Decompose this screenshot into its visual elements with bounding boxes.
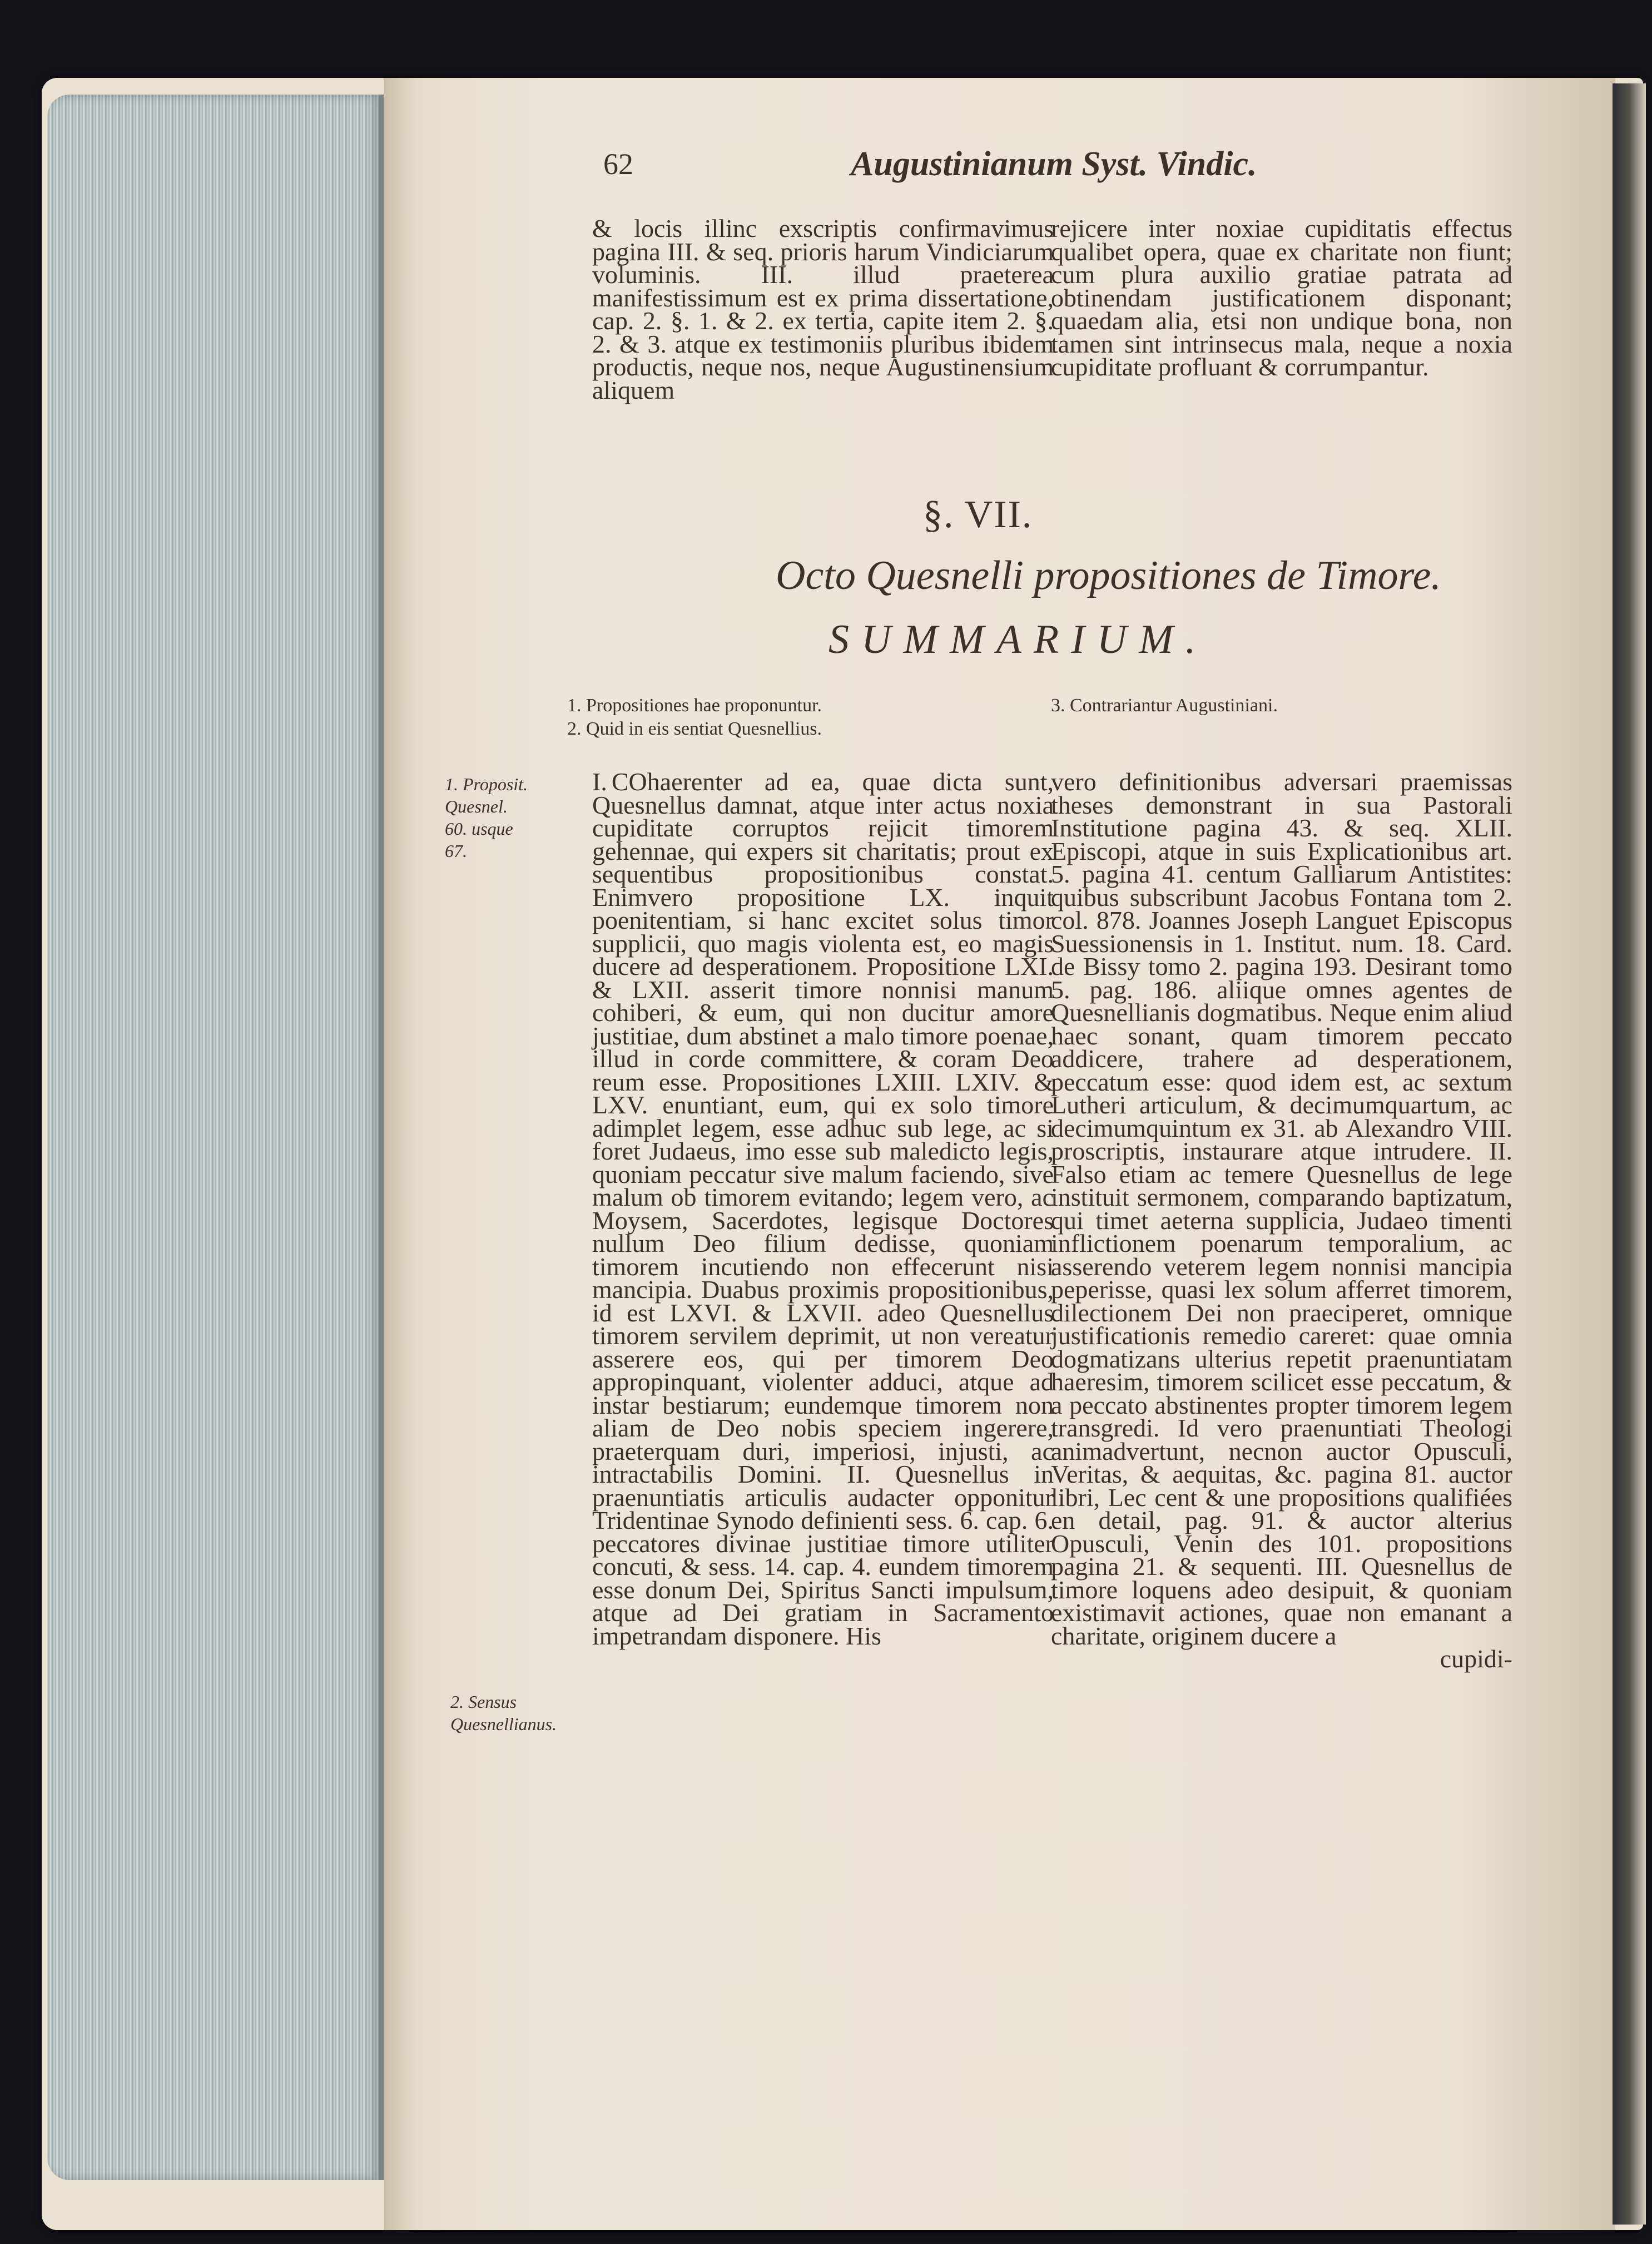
body-left-text: COhaerenter ad ea, quae dicta sunt, Quesnellus damnat, atque inter actus noxia cupiditate corruptos rejicit timorem gehennae, qui expers sit charitatis; prout ex sequentibus propositionibus constat. Enimvero propositione LX. inquit poenitentiam, si hanc excitet solus timor supplicii, quo magis violenta est, eo magis ducere ad desperationem. Propositione LXI. & LXII. asserit timore nonnisi manum cohiberi, & eum, qui non ducitur amore justitiae, dum abstinet a malo timore poenae, illud in corde committere, & coram Deo reum esse. Propositiones LXIII. LXIV. & LXV. enuntiant, eum, qui ex solo timore adimplet legem, esse adhuc sub lege, ac si foret Judaeus, imo esse sub maledicto legis, quoniam peccatur sive malum faciendo, sive malum ob timorem evitando; legem vero, ac Moysem, Sacerdotes, legisque Doctores nullum Deo filium dedisse, quoniam timorem incutiendo non effecerunt nisi mancipia. Duabus proximis propositionibus, id est LXVI. & LXVII. adeo Quesnellus timorem servilem deprimit, ut non vereatur asserere eos, qui per timorem Deo appropinquant, violenter adduci, atque ad instar bestiarum; eundemque timorem non aliam de Deo nobis speciem ingerere, praeterquam duri, imperiosi, injusti, ac intractabilis Domini. II. Quesnellus in praenuntiatis articulis audacter opponitur Tridentinae Synodo definienti sess. 6. cap. 6. peccatores divinae justitiae timore utiliter concuti, & sess. 14. cap. 4. eundem timorem esse donum Dei, Spiritus Sancti impulsum, atque ad Dei gratiam in Sacramento impetrandam disponere. His bbox=[592, 767, 1054, 1650]
summary-item-2: 2. Quid in eis sentiat Quesnellius. bbox=[567, 719, 822, 739]
summary-item-1: 1. Propositiones hae proponuntur. bbox=[567, 695, 822, 716]
top-left-column bbox=[592, 214, 1054, 404]
body-right-text: vero definitionibus adversari praemissas theses demonstrant in sua Pastorali Institutione pagina 43. & seq. XLII. Episcopi, atque in suis Explicationibus art. 5. pagina 41. centum Galliarum Antistites: quibus subscribunt Jacobus Fontana tom 2. col. 878. Joannes Joseph Languet Episcopus Suessionensis in 1. Institut. num. 18. Card. de Bissy tomo 2. pagina 193. Desirant tomo 5. pag. 186. aliique omnes agentes de Quesnellianis dogmatibus. Neque enim aliud haec sonant, quam timorem peccato addicere, trahere ad desperationem, peccatum esse: quod idem est, ac sextum Lutheri articulum, & decimumquartum, ac decimumquintum ex 31. ab Alexandro VIII. proscriptis, instaurare atque intrudere. II. Falso etiam ac temere Quesnellus de lege instituit sermonem, comparando baptizatum, qui timet aeterna supplicia, Judaeo timenti inflictionem poenarum temporalium, ac asserendo veterem legem nonnisi mancipia peperisse, quasi lex solum afferret timorem, dilectionem Dei non praeciperet, omnique justificationis remedio careret: quae omnia dogmatizans ulterius repetit praenuntiatam haeresim, timorem scilicet esse peccatum, & a peccato abstinentes propter timorem legem transgredi. Id vero praenuntiati Theologi animadvertunt, necnon auctor Opusculi, Veritas, & aequitas, &c. pagina 81. auctor libri, Lec cent & une propositions qualifiées en detail, pag. 91. & auctor alterius Opusculi, Venin des 101. propositions pagina 21. & sequenti. III. Quesnellus de timore loquens adeo desipuit, & quoniam existimavit actiones, quae non emanant a charitate, originem ducere a bbox=[1051, 767, 1512, 1650]
top-right-text: rejicere inter noxiae cupiditatis effectus qualibet opera, quae ex charitate non fiunt; cum plura auxilio gratiae patrata ad obtinendam justificationem disponant; quaedam alia, etsi non undique bona, non tamen sint intrinsecus mala, neque a noxia cupiditate profluant & corrumpantur. bbox=[1051, 214, 1512, 381]
page-edges bbox=[47, 95, 381, 2180]
section-number: §. VII. bbox=[923, 493, 1033, 536]
margin-note-2: 2. Sensus Quesnellianus. bbox=[450, 1692, 557, 1734]
gutter bbox=[1613, 83, 1646, 2225]
page-number: 62 bbox=[603, 147, 633, 181]
top-right-column bbox=[1051, 214, 1512, 381]
catchword: cupidi- bbox=[1440, 1644, 1512, 1673]
paragraph-number: I. bbox=[592, 767, 607, 796]
body-left-column bbox=[592, 767, 1054, 1650]
running-title: Augustinianum Syst. Vindic. bbox=[851, 145, 1257, 183]
body-right-column bbox=[1051, 767, 1512, 1673]
margin-note-1: 1. Proposit. Quesnel. 60. usque 67. bbox=[445, 774, 528, 861]
summarium-heading: SUMMARIUM. bbox=[829, 617, 1208, 662]
section-title: Octo Quesnelli propositiones de Timore. bbox=[776, 553, 1441, 598]
summary-item-3: 3. Contrariantur Augustiniani. bbox=[1051, 695, 1278, 716]
top-left-text: & locis illinc exscriptis confirmavimus pagina III. & seq. prioris harum Vindiciarum voluminis. III. illud praeterea manifestissimum est ex prima dissertatione, cap. 2. §. 1. & 2. ex tertia, capite item 2. §. 2. & 3. atque ex testimoniis pluribus ibidem productis, neque nos, neque Augustinensium aliquem bbox=[592, 214, 1054, 404]
